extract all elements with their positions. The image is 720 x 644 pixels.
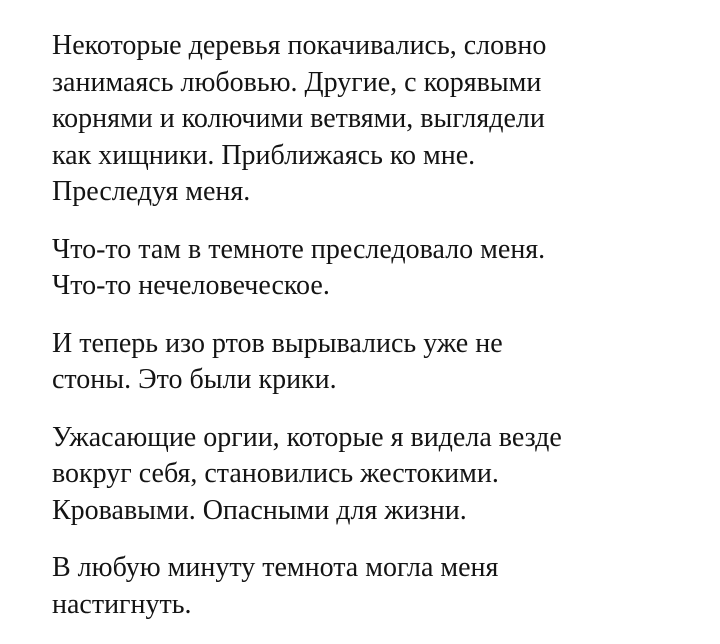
text-line: Что-то там в темноте преследовало меня.: [52, 233, 546, 265]
paragraph-1: [52, 28, 702, 211]
text-page: [52, 28, 702, 644]
text-line: Некоторые деревья покачивались, словно: [52, 30, 547, 61]
text-line: Кровавыми. Опасными для жизни.: [52, 494, 467, 526]
text-line: Ужасающие оргии, которые я видела везде: [52, 421, 562, 453]
paragraph-2: [52, 232, 702, 305]
text-line: вокруг себя, становились жестокими.: [52, 458, 499, 489]
text-line: корнями и колючими ветвями, выглядели: [52, 103, 545, 134]
text-line: Что-то нечеловеческое.: [52, 270, 330, 301]
text-line: стоны. Это были крики.: [52, 364, 337, 395]
text-line: В любую минуту темнота могла меня: [52, 552, 499, 583]
paragraph-4: [52, 420, 702, 530]
paragraph-5: [52, 550, 702, 623]
text-line: как хищники. Приближаясь ко мне.: [52, 139, 476, 171]
text-line: занимаясь любовью. Другие, с корявыми: [52, 66, 542, 98]
text-line: И теперь изо ртов вырывались уже не: [52, 327, 503, 359]
text-line: Преследуя меня.: [52, 176, 251, 207]
text-line: настигнуть.: [52, 588, 192, 620]
paragraph-3: [52, 326, 702, 399]
